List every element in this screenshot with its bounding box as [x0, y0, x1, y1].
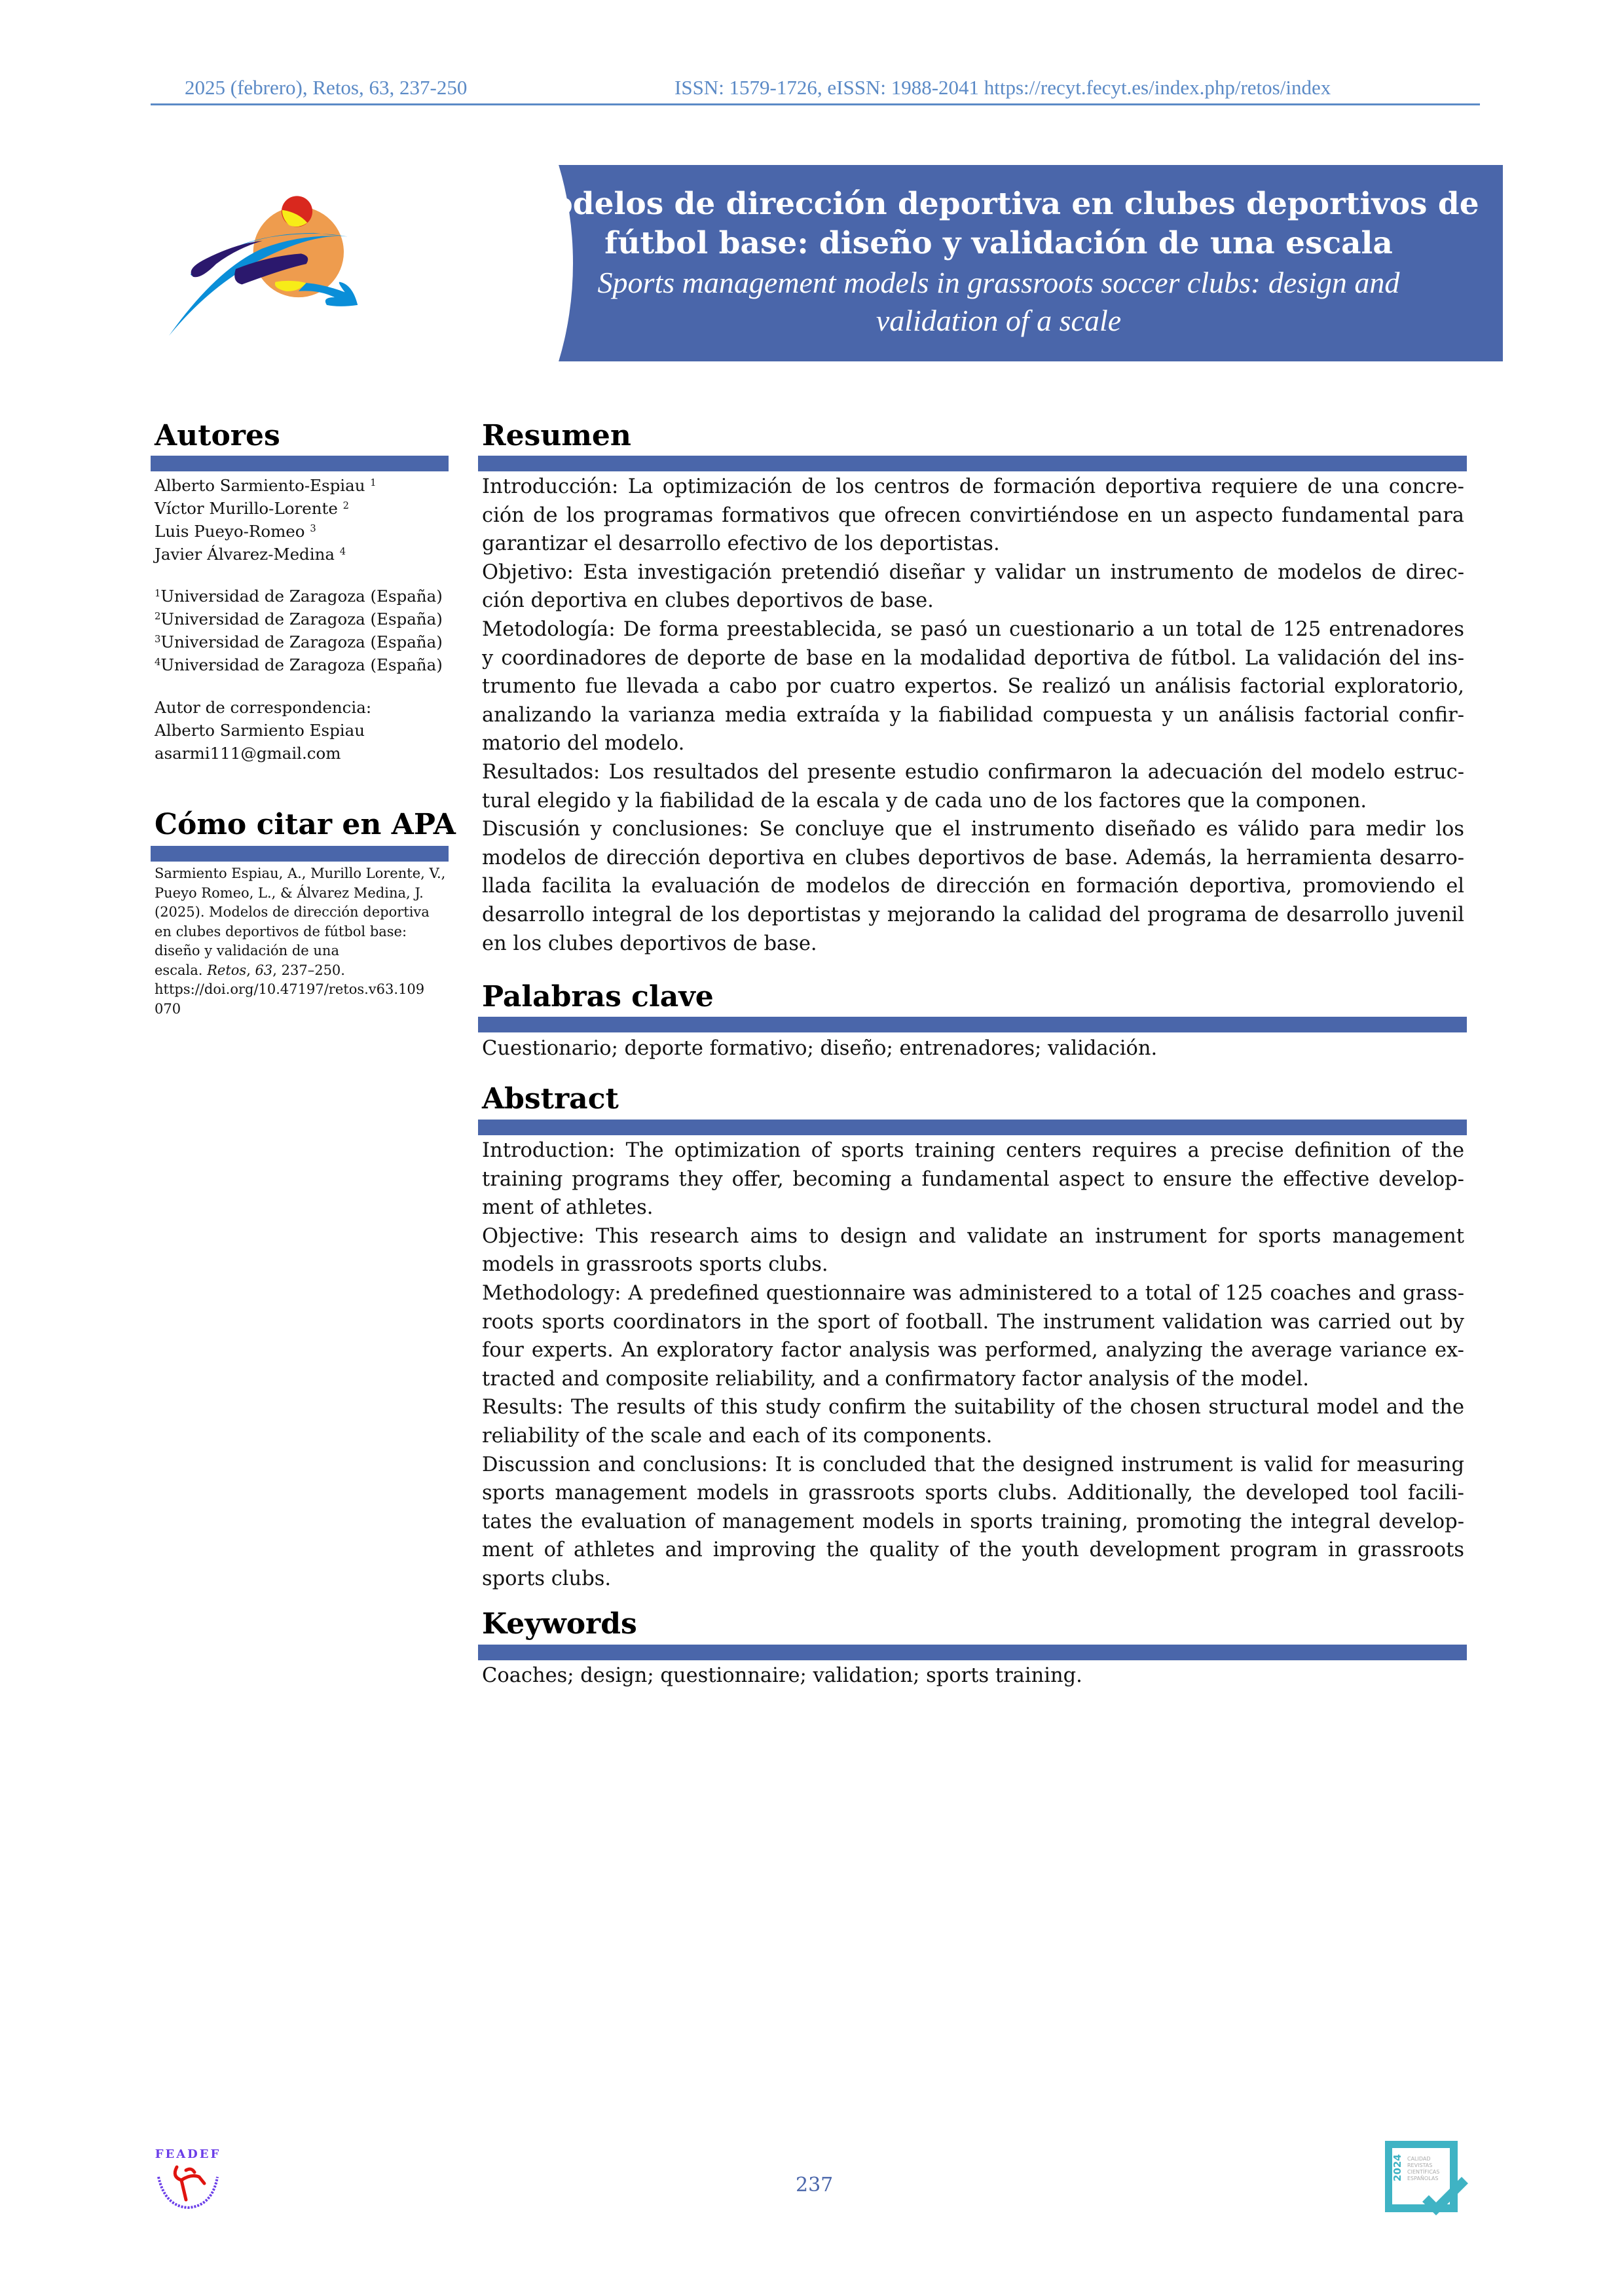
abstract-line: Results: The results of this study confirm the suitability of the chosen structural model and the	[482, 1396, 1464, 1419]
svg-text:ESPAÑOLAS: ESPAÑOLAS	[1407, 2176, 1439, 2181]
resumen-line: desarrollo integral de los deportistas y mejorando la calidad del programa de desarrollo juvenil	[482, 903, 1464, 926]
palabras-clave-text: Cuestionario; deporte formativo; diseño; entrenadores; validación.	[482, 1037, 1158, 1060]
title-english-line-1: Sports management models in grassroots soccer clubs: design and	[597, 266, 1400, 299]
resumen-line: llada facilita la evaluación de modelos de dirección en formación deportiva, promoviendo el	[482, 875, 1464, 898]
palabras-clave-section-bar	[478, 1017, 1467, 1032]
abstract-line: Introduction: The optimization of sports training centers requires a precise definition of the	[482, 1139, 1464, 1162]
resumen-line: matorio del modelo.	[482, 732, 685, 756]
resumen-line: trumento fue llevada a cabo por cuatro expertos. Se realizó un análisis factorial exploratorio,	[482, 675, 1464, 699]
citation-line: en clubes deportivos de fútbol base:	[155, 923, 407, 939]
svg-text:REVISTAS: REVISTAS	[1407, 2162, 1433, 2168]
resumen-line: Metodología: De forma preestablecida, se pasó un cuestionario a un total de 125 entrenadores	[482, 618, 1464, 641]
title-spanish-line-1: Modelos de dirección deportiva en clubes deportivos de	[518, 186, 1479, 222]
author-4: Javier Álvarez-Medina $^4$	[155, 545, 346, 564]
abstract-line: reliability of the scale and each of its components.	[482, 1425, 993, 1448]
cite-heading: Cómo citar en APA	[155, 808, 456, 841]
title-banner	[416, 165, 1503, 361]
keywords-section-bar	[478, 1645, 1467, 1660]
citation-line: escala. Retos, 63, 237–250.	[155, 962, 345, 978]
abstract-line: training programs they offer, becoming a fundamental aspect to ensure the effective develop-	[482, 1167, 1464, 1191]
abstract-line: Methodology: A predefined questionnaire was administered to a total of 125 coaches and grass-	[482, 1282, 1464, 1305]
author-2: Víctor Murillo-Lorente $^2$	[155, 499, 349, 518]
keywords-heading: Keywords	[482, 1607, 637, 1641]
keywords-text: Coaches; design; questionnaire; validation; sports training.	[482, 1664, 1082, 1687]
feadef-logo-icon	[152, 2141, 224, 2213]
resumen-line: modelos de dirección deportiva en clubes deportivos de base. Además, la herramienta desarro-	[482, 846, 1464, 869]
resumen-line: Resultados: Los resultados del presente estudio confirmaron la adecuación del modelo estruc-	[482, 761, 1464, 784]
citation-line: Sarmiento Espiau, A., Murillo Lorente, V.,	[155, 866, 446, 881]
authors-section-bar	[151, 456, 449, 471]
author-list	[155, 474, 377, 566]
resumen-line: tural elegido y la fiabilidad de la escala y de cada uno de los factores que la componen.	[482, 789, 1367, 812]
svg-text:CALIDAD: CALIDAD	[1407, 2156, 1431, 2162]
journal-issn-url[interactable]: ISSN: 1579-1726, eISSN: 1988-2041 https://recyt.fecyt.es/index.php/retos/index	[674, 76, 1331, 99]
author-1: Alberto Sarmiento-Espiau $^1$	[155, 476, 377, 495]
resumen-heading: Resumen	[482, 419, 631, 452]
correspondence-name: Alberto Sarmiento Espiau	[155, 721, 365, 740]
abstract-line: ment of athletes and improving the quality of the youth development program in grassroots	[482, 1539, 1464, 1562]
page-number: 237	[796, 2174, 834, 2196]
abstract-line: tates the evaluation of management models in sports training, promoting the integral develop-	[482, 1510, 1464, 1533]
author-3: Luis Pueyo-Romeo $^3$	[155, 522, 316, 541]
abstract-section-bar	[478, 1120, 1467, 1135]
resumen-line: y coordinadores de deporte de base en la modalidad deportiva de fútbol. La validación del ins-	[482, 646, 1464, 670]
abstract-line: sports management models in grassroots sports clubs. Additionally, the developed tool facili-	[482, 1482, 1464, 1505]
citation-line: diseño y validación de una	[155, 943, 339, 958]
calidad-fecyt-badge-icon	[1385, 2141, 1470, 2219]
resumen-line: garantizar el desarrollo efectivo de los deportistas.	[482, 532, 1000, 556]
affiliation-2: $^2$Universidad de Zaragoza (España)	[155, 610, 443, 629]
abstract-line: Discussion and conclusions: It is concluded that the designed instrument is valid for measuring	[482, 1453, 1464, 1476]
resumen-line: Discusión y conclusiones: Se concluye que el instrumento diseñado es válido para medir los	[482, 818, 1464, 841]
abstract-line: ment of athletes.	[482, 1196, 654, 1220]
citation-journal: Retos	[207, 962, 247, 978]
correspondence-email[interactable]: asarmi111@gmail.com	[155, 744, 341, 763]
abstract-line: roots sports coordinators in the sport of football. The instrument validation was carried out by	[482, 1310, 1464, 1334]
authors-heading: Autores	[155, 419, 280, 452]
title-spanish-line-2: fútbol base: diseño y validación de una escala	[604, 225, 1393, 261]
palabras-clave-heading: Palabras clave	[482, 980, 714, 1013]
resumen-line: ción de los programas formativos que ofrecen convirtiéndose en un aspecto fundamental para	[482, 503, 1464, 527]
abstract-line: sports clubs.	[482, 1567, 612, 1590]
resumen-line: en los clubes deportivos de base.	[482, 932, 817, 955]
abstract-line: models in grassroots sports clubs.	[482, 1253, 828, 1277]
svg-text:CIENTÍFICAS: CIENTÍFICAS	[1407, 2169, 1440, 2175]
header-divider	[151, 103, 1480, 105]
correspondence-block	[155, 696, 371, 765]
abstract-line: four experts. An exploratory factor analysis was performed, analyzing the average variance ex-	[482, 1339, 1464, 1362]
abstract-line: Objective: This research aims to design and validate an instrument for sports management	[482, 1224, 1464, 1248]
apa-citation	[155, 864, 445, 1019]
citation-doi-link[interactable]: https://doi.org/10.47197/retos.v63.109	[155, 981, 425, 997]
abstract-heading: Abstract	[482, 1082, 619, 1116]
resumen-line: ción deportiva en clubes deportivos de base.	[482, 589, 934, 613]
affiliation-4: $^4$Universidad de Zaragoza (España)	[155, 655, 443, 674]
affiliation-3: $^3$Universidad de Zaragoza (España)	[155, 632, 443, 651]
correspondence-label: Autor de correspondencia:	[155, 698, 372, 717]
cite-section-bar	[151, 846, 449, 862]
resumen-line: Objetivo: Esta investigación pretendió diseñar y validar un instrumento de modelos de direc-	[482, 560, 1464, 584]
abstract-line: tracted and composite reliability, and a confirmatory factor analysis of the model.	[482, 1367, 1309, 1391]
svg-text:FEADEF: FEADEF	[155, 2147, 221, 2161]
citation-volume: 63	[255, 962, 273, 978]
abstract-body	[482, 1137, 1464, 1608]
affiliation-list	[155, 585, 443, 676]
svg-text:2024: 2024	[1392, 2154, 1403, 2181]
citation-doi-link-cont[interactable]: 070	[155, 1000, 181, 1017]
resumen-line: analizando la varianza media extraída y la fiabilidad compuesta y un análisis factorial confir-	[482, 703, 1464, 727]
citation-line: (2025). Modelos de dirección deportiva	[155, 904, 430, 920]
resumen-line: Introducción: La optimización de los centros de formación deportiva requiere de una concre-	[482, 475, 1464, 498]
retos-logo-icon	[149, 165, 437, 368]
resumen-section-bar	[478, 456, 1467, 471]
citation-line: Pueyo Romeo, L., & Álvarez Medina, J.	[155, 884, 424, 901]
resumen-body	[482, 473, 1464, 970]
title-english-line-2: validation of a scale	[876, 304, 1122, 337]
affiliation-1: $^1$Universidad de Zaragoza (España)	[155, 587, 443, 606]
journal-issue-info: 2025 (febrero), Retos, 63, 237-250	[185, 76, 468, 99]
